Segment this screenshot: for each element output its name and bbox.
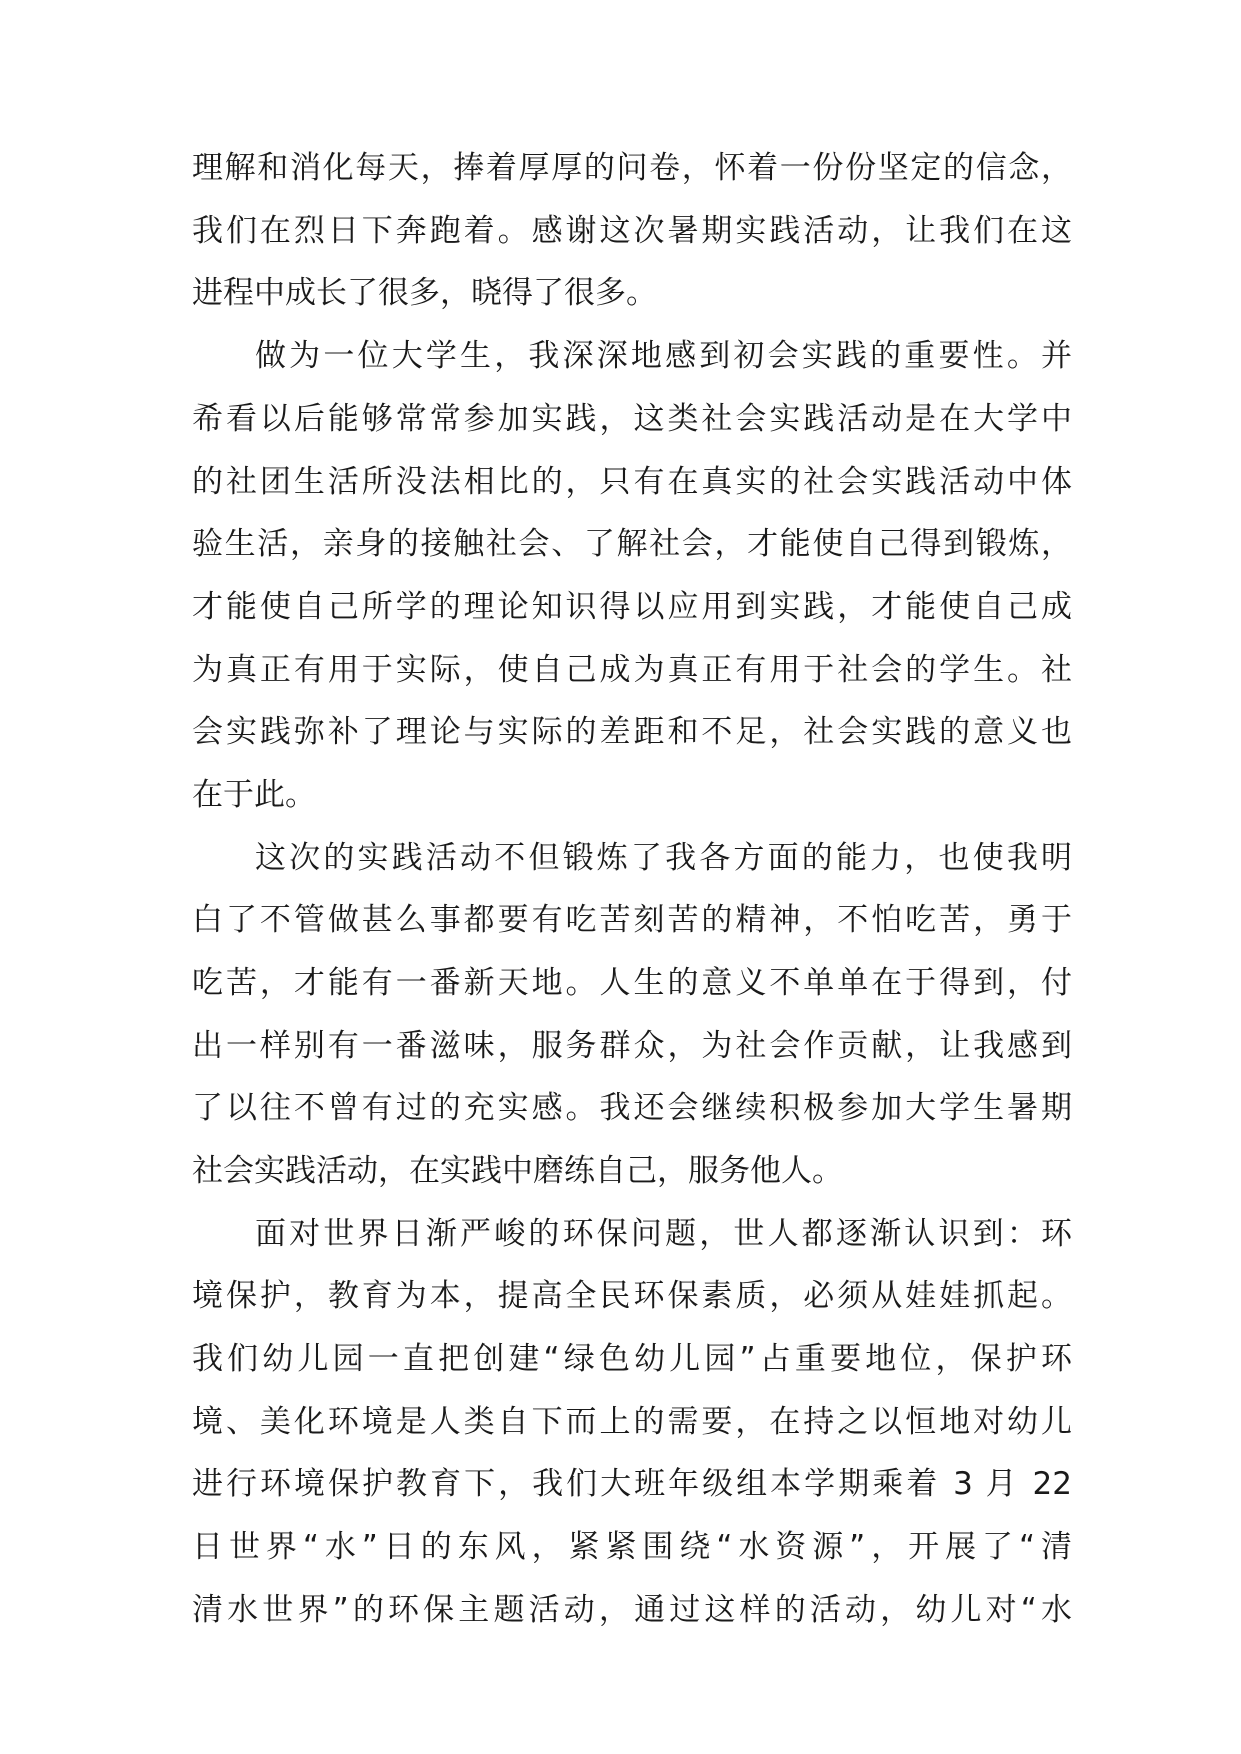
paragraph-first-line: 做为一位大学生，我深深地感到初会实践的重要性。并 [255, 338, 1072, 374]
text-line: 进行环境保护教育下，我们大班年级组本学期乘着 3 月 22 [192, 1466, 1072, 1502]
text-line: 的社团生活所没法相比的，只有在真实的社会实践活动中体 [192, 464, 1072, 500]
text-line: 进程中成长了很多，晓得了很多。 [192, 275, 657, 311]
text-line: 了以往不曾有过的充实感。我还会继续积极参加大学生暑期 [192, 1090, 1072, 1126]
text-line: 我们在烈日下奔跑着。感谢这次暑期实践活动，让我们在这 [192, 213, 1072, 249]
text-line: 为真正有用于实际，使自己成为真正有用于社会的学生。社 [192, 652, 1072, 688]
text-line: 出一样别有一番滋味，服务群众，为社会作贡献，让我感到 [192, 1028, 1072, 1064]
text-line: 境保护，教育为本，提高全民环保素质，必须从娃娃抓起。 [192, 1278, 1072, 1314]
text-line: 理解和消化每天，捧着厚厚的问卷，怀着一份份坚定的信念， [192, 150, 1072, 186]
text-line: 在于此。 [192, 777, 316, 813]
text-line: 会实践弥补了理论与实际的差距和不足，社会实践的意义也 [192, 714, 1072, 750]
text-line: 我们幼儿园一直把创建“绿色幼儿园”占重要地位，保护环 [192, 1341, 1072, 1377]
text-line: 境、美化环境是人类自下而上的需要，在持之以恒地对幼儿 [192, 1404, 1072, 1440]
text-line: 白了不管做甚么事都要有吃苦刻苦的精神，不怕吃苦，勇于 [192, 902, 1072, 938]
text-line: 验生活，亲身的接触社会、了解社会，才能使自己得到锻炼， [192, 526, 1072, 562]
text-line: 清水世界”的环保主题活动，通过这样的活动，幼儿对“水 [192, 1592, 1072, 1628]
paragraph-first-line: 这次的实践活动不但锻炼了我各方面的能力，也使我明 [255, 840, 1072, 876]
text-line: 才能使自己所学的理论知识得以应用到实践，才能使自己成 [192, 589, 1072, 625]
text-line: 日世界“水”日的东风，紧紧围绕“水资源”，开展了“清 [192, 1529, 1072, 1565]
text-line: 希看以后能够常常参加实践，这类社会实践活动是在大学中 [192, 401, 1072, 437]
text-line: 社会实践活动，在实践中磨练自己，服务他人。 [192, 1153, 843, 1189]
paragraph-first-line: 面对世界日渐严峻的环保问题，世人都逐渐认识到：环 [255, 1216, 1072, 1252]
text-line: 吃苦，才能有一番新天地。人生的意义不单单在于得到，付 [192, 965, 1072, 1001]
